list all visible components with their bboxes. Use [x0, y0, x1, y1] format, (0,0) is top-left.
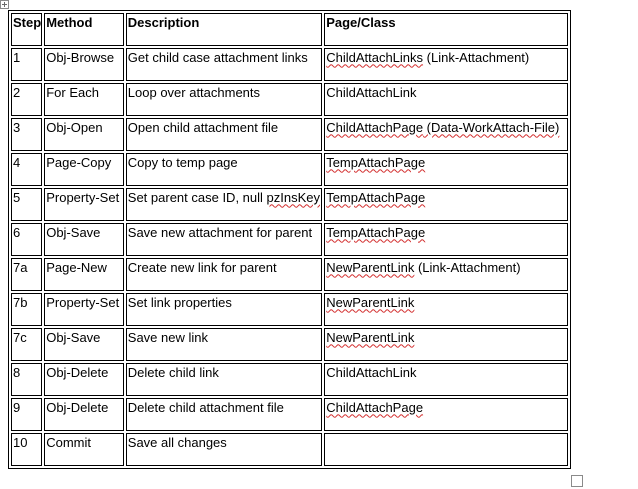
page-class-suffix: (Data-WorkAttach-File) [423, 119, 560, 135]
cell-description[interactable]: Copy to temp page [126, 153, 322, 186]
cell-page-class[interactable] [324, 223, 568, 256]
header-page-class[interactable]: Page/Class [324, 13, 568, 46]
table-row [11, 188, 568, 221]
cell-step[interactable]: 9 [11, 398, 42, 431]
cell-method[interactable]: Property-Set [44, 293, 124, 326]
table-row [11, 258, 568, 291]
cell-description[interactable]: Delete child link [126, 363, 322, 396]
cell-method[interactable]: Page-Copy [44, 153, 124, 186]
page-name: ChildAttachLinks [326, 49, 424, 65]
cell-page-class[interactable] [324, 188, 568, 221]
page-name: ChildAttachLink [326, 364, 417, 380]
page-name: ChildAttachLink [326, 84, 417, 100]
cell-page-class[interactable] [324, 293, 568, 326]
page-name: TempAttachPage [326, 189, 426, 205]
cell-step[interactable]: 3 [11, 118, 42, 151]
table-row [11, 328, 568, 361]
cell-description[interactable]: Save new link [126, 328, 322, 361]
cell-method[interactable]: Obj-Delete [44, 363, 124, 396]
cell-step[interactable]: 4 [11, 153, 42, 186]
page-name: ChildAttachPage [326, 399, 424, 415]
table-row [11, 433, 568, 466]
cell-method[interactable]: Property-Set [44, 188, 124, 221]
cell-page-class[interactable] [324, 153, 568, 186]
page-class-suffix: (Link-Attachment) [414, 259, 521, 275]
cell-method[interactable]: Obj-Browse [44, 48, 124, 81]
page-name: NewParentLink [326, 294, 415, 310]
table-row [11, 293, 568, 326]
table-resize-handle-icon[interactable] [571, 475, 583, 487]
cell-step[interactable]: 2 [11, 83, 42, 116]
cell-description[interactable]: Delete child attachment file [126, 398, 322, 431]
page-class-suffix: (Link-Attachment) [423, 49, 530, 65]
cell-method[interactable]: Obj-Save [44, 328, 124, 361]
header-method[interactable]: Method [44, 13, 124, 46]
table-row [11, 363, 568, 396]
cell-method[interactable]: Page-New [44, 258, 124, 291]
page-name: ChildAttachPage [326, 119, 424, 135]
cell-description[interactable]: Save new attachment for parent [126, 223, 322, 256]
cell-method[interactable]: Commit [44, 433, 124, 466]
cell-page-class[interactable] [324, 48, 568, 81]
cell-page-class[interactable] [324, 328, 568, 361]
cell-step[interactable]: 8 [11, 363, 42, 396]
cell-page-class[interactable] [324, 118, 568, 151]
cell-page-class[interactable] [324, 258, 568, 291]
cell-description[interactable]: Save all changes [126, 433, 322, 466]
cell-description[interactable]: Create new link for parent [126, 258, 322, 291]
cell-page-class[interactable] [324, 83, 568, 116]
cell-method[interactable]: For Each [44, 83, 124, 116]
cell-step[interactable]: 7b [11, 293, 42, 326]
spellcheck-word: pzInsKey [266, 189, 321, 205]
page-name: NewParentLink [326, 259, 415, 275]
cell-description[interactable]: Open child attachment file [126, 118, 322, 151]
page-name: TempAttachPage [326, 154, 426, 170]
cell-step[interactable]: 5 [11, 188, 42, 221]
page-name: TempAttachPage [326, 224, 426, 240]
cell-page-class[interactable] [324, 433, 568, 466]
cell-page-class[interactable] [324, 363, 568, 396]
header-step[interactable]: Step [11, 13, 42, 46]
cell-step[interactable]: 6 [11, 223, 42, 256]
table-row [11, 398, 568, 431]
cell-method[interactable]: Obj-Open [44, 118, 124, 151]
cell-page-class[interactable] [324, 398, 568, 431]
cell-step[interactable]: 1 [11, 48, 42, 81]
table-row [11, 118, 568, 151]
table-row [11, 83, 568, 116]
cell-step[interactable]: 10 [11, 433, 42, 466]
table-header-row [11, 13, 568, 46]
table-move-handle-icon[interactable] [0, 0, 9, 9]
cell-description[interactable]: Set link properties [126, 293, 322, 326]
cell-method[interactable]: Obj-Save [44, 223, 124, 256]
steps-table [8, 10, 571, 469]
cell-method[interactable]: Obj-Delete [44, 398, 124, 431]
cell-description[interactable]: Set parent case ID, null pzInsKey [126, 188, 322, 221]
table-row [11, 223, 568, 256]
cell-step[interactable]: 7a [11, 258, 42, 291]
table-row [11, 153, 568, 186]
header-description[interactable]: Description [126, 13, 322, 46]
table-row [11, 48, 568, 81]
page-name: NewParentLink [326, 329, 415, 345]
cell-step[interactable]: 7c [11, 328, 42, 361]
cell-description[interactable]: Loop over attachments [126, 83, 322, 116]
cell-description[interactable]: Get child case attachment links [126, 48, 322, 81]
